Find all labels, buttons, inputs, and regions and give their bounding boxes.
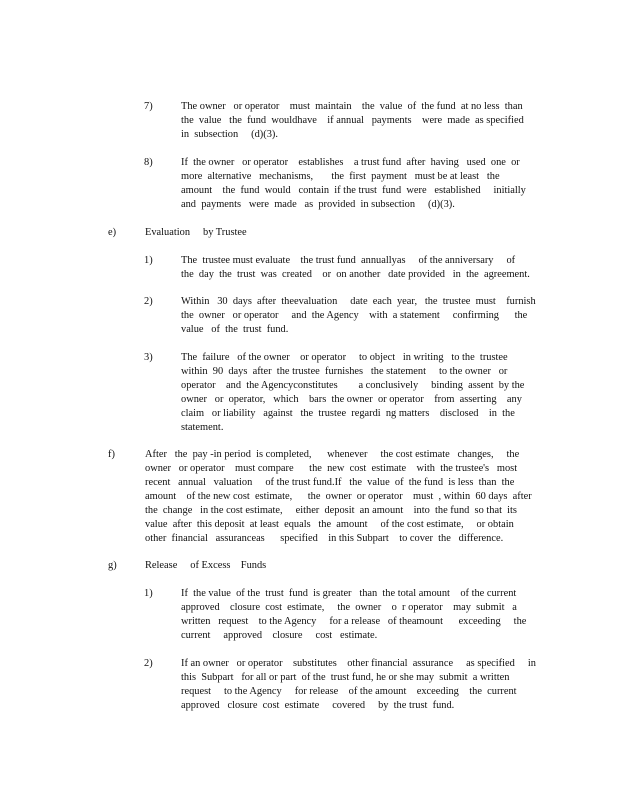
section-heading xyxy=(145,559,545,573)
text-line: amount the fund would contain if the trust fund were established initially xyxy=(181,185,526,196)
item-text xyxy=(181,100,529,142)
text-line: this Subpart for all or part of the trust fund, he or she may submit a written xyxy=(181,672,510,683)
text-line: the value the fund wouldhave if annual payments were made as specified xyxy=(181,115,524,126)
text-line: Within 30 days after theevaluation date each year, the trustee must furnish xyxy=(181,296,536,307)
item-text xyxy=(181,351,529,435)
text-line: After the pay -in period is completed, whenever the cost estimate changes, the xyxy=(145,449,520,460)
text-line: written request to the Agency for a release of theamount exceeding the xyxy=(181,616,527,627)
text-line: owner or operator must compare the new cost estimate with the trustee's most xyxy=(145,463,518,474)
item-text xyxy=(181,657,536,713)
section-text xyxy=(145,448,545,546)
section-letter: e) xyxy=(108,227,117,238)
text-line: current approved closure cost estimate. xyxy=(181,630,378,641)
item-text xyxy=(181,587,529,643)
text-line: and payments were made as provided in subsection (d)(3). xyxy=(181,199,455,210)
text-line: amount of the new cost estimate, the owner or operator must , within 60 days after xyxy=(145,491,532,502)
text-line: owner or operator, which bars the owner or operator from asserting any xyxy=(181,394,522,405)
section-heading xyxy=(145,226,545,240)
text-line: statement. xyxy=(181,422,224,433)
text-line: approved closure cost estimate covered by the trust fund. xyxy=(181,700,455,711)
item-number: 1) xyxy=(144,255,153,266)
text-line: more alternative mechanisms, the first payment must be at least the xyxy=(181,171,500,182)
text-line: If the value of the trust fund is greater than the total amount of the current xyxy=(181,588,517,599)
text-line: recent annual valuation of the trust fund.If the value of the fund is less than the xyxy=(145,477,515,488)
text-line: in subsection (d)(3). xyxy=(181,129,278,140)
item-text xyxy=(181,156,529,212)
item-number: 1) xyxy=(144,588,153,599)
item-number: 8) xyxy=(144,157,153,168)
item-number: 7) xyxy=(144,101,153,112)
text-line: value of the trust fund. xyxy=(181,324,289,335)
text-line: claim or liability against the trustee regardi ng matters disclosed in the xyxy=(181,408,515,419)
text-line: the owner or operator and the Agency with a statement confirming the xyxy=(181,310,528,321)
text-line: the change in the cost estimate, either deposit an amount into the fund so that its xyxy=(145,505,517,516)
item-text xyxy=(181,254,529,282)
text-line: the day the trust was created or on another date provided in the agreement. xyxy=(181,269,530,280)
heading-text: Release of Excess Funds xyxy=(145,560,267,571)
item-number: 3) xyxy=(144,352,153,363)
heading-text: Evaluation by Trustee xyxy=(145,227,247,238)
text-line: If an owner or operator substitutes other financial assurance as specified in xyxy=(181,658,536,669)
item-number: 2) xyxy=(144,658,153,669)
text-line: operator and the Agencyconstitutes a conclusively binding assent by the xyxy=(181,380,525,391)
text-line: value after this deposit at least equals the amount of the cost estimate, or obtain xyxy=(145,519,514,530)
section-letter: f) xyxy=(108,449,115,460)
text-line: request to the Agency for release of the amount exceeding the current xyxy=(181,686,517,697)
text-line: The owner or operator must maintain the value of the fund at no less than xyxy=(181,101,523,112)
item-number: 2) xyxy=(144,296,153,307)
item-text xyxy=(181,295,536,337)
text-line: other financial assuranceas specified in this Subpart to cover the difference. xyxy=(145,533,504,544)
text-line: approved closure cost estimate, the owner o r operator may submit a xyxy=(181,602,517,613)
section-letter: g) xyxy=(108,560,117,571)
text-line: If the owner or operator establishes a trust fund after having used one or xyxy=(181,157,520,168)
text-line: within 90 days after the trustee furnishes the statement to the owner or xyxy=(181,366,508,377)
text-line: The trustee must evaluate the trust fund annuallyas of the anniversary of xyxy=(181,255,516,266)
text-line: The failure of the owner or operator to object in writing to the trustee xyxy=(181,352,508,363)
